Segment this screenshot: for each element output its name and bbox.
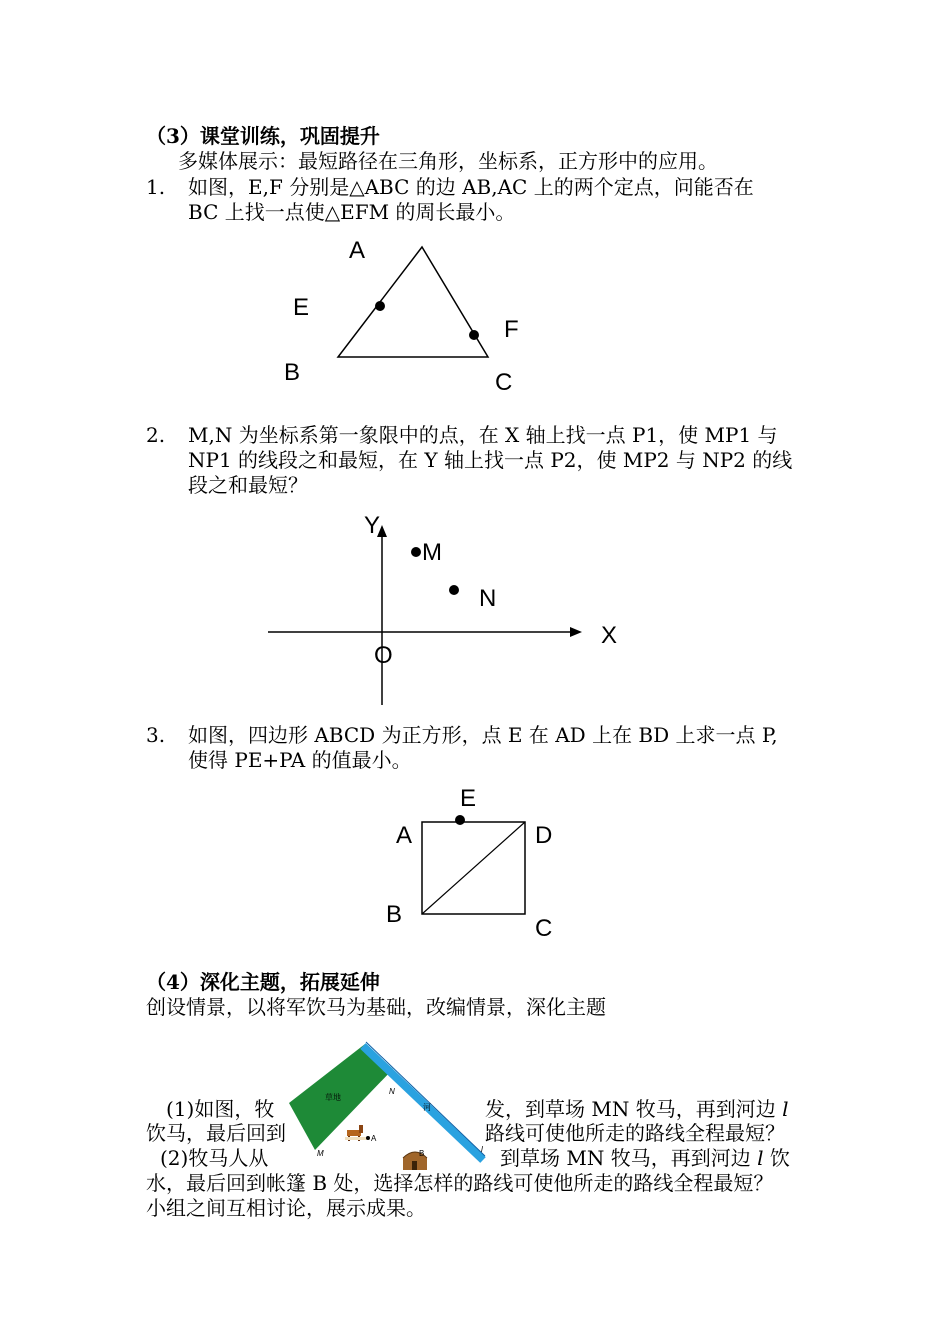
river-edge [366,1042,485,1156]
problem3-line2: 使得 PE+PA 的值最小。 [188,748,412,772]
problem1-line1: 如图，E,F 分别是△ABC 的边 AB,AC 上的两个定点，问能否在 [188,175,754,199]
label-x: X [601,622,618,649]
label-a: A [396,822,413,849]
label-b: B [386,901,403,928]
point-f [469,330,479,340]
horse-icon [345,1125,367,1141]
square-figure [380,780,570,945]
river-label: 河 [423,1103,431,1112]
section3-heading: （3）课堂训练，巩固提升 [146,124,380,148]
label-f: F [504,316,519,343]
label-a: A [349,237,366,264]
label-d: D [535,822,553,849]
section3-intro: 多媒体展示：最短路径在三角形，坐标系，正方形中的应用。 [178,149,718,173]
problem2-line3: 段之和最短？ [188,473,308,497]
q2-line2: 水，最后回到帐篷 B 处，选择怎样的路线可使他所走的路线全程最短？ [146,1171,774,1195]
x-axis-arrow [570,627,582,637]
problem3-number: 3. [146,723,166,747]
point-e [455,815,465,825]
q2-line1-end: 到草场 MN 牧马，再到河边 l 饮 [500,1146,790,1170]
label-l: l [481,1145,483,1154]
label-e: E [460,785,477,812]
label-b: B [419,1149,425,1158]
label-c: C [495,369,513,396]
label-m: M [422,539,442,566]
label-e: E [293,294,310,321]
diagonal-bd [422,822,525,914]
q2-line1-start: (2)牧马人从 [160,1146,269,1170]
section4-heading: （4）深化主题，拓展延伸 [146,970,380,994]
section4-intro: 创设情景，以将军饮马为基础，改编情景，深化主题 [146,995,606,1019]
label-a: A [371,1134,377,1143]
label-m: M [317,1149,324,1158]
label-b: B [284,359,301,386]
problem2-line2: NP1 的线段之和最短，在 Y 轴上找一点 P2，使 MP2 与 NP2 的线 [188,448,793,472]
triangle-figure [270,230,530,400]
grass-label: 草地 [325,1093,341,1102]
problem2-line1: M,N 为坐标系第一象限中的点，在 X 轴上找一点 P1，使 MP1 与 [188,423,778,447]
problem1-number: 1. [146,175,166,199]
q1-line1-end: 发，到草场 MN 牧马，再到河边 l [485,1097,789,1121]
label-n: N [479,585,497,612]
label-n: N [389,1087,395,1096]
point-m [411,547,421,557]
q1-line2-end: 路线可使他所走的路线全程最短？ [485,1121,785,1145]
pasture-river-figure [285,1040,490,1175]
label-y: Y [364,512,381,539]
point-n [449,585,459,595]
problem1-line2: BC 上找一点使△EFM 的周长最小。 [188,200,516,224]
q1-line2-start: 饮马，最后回到 [146,1121,286,1145]
problem3-line1: 如图，四边形 ABCD 为正方形，点 E 在 AD 上在 BD 上求一点 P, [188,723,778,747]
point-e [375,301,385,311]
point-a [366,1136,370,1140]
q3-line: 小组之间互相讨论，展示成果。 [146,1196,426,1220]
coordinate-figure [260,505,640,715]
problem2-number: 2. [146,423,166,447]
label-o: O [374,642,393,669]
label-c: C [535,915,553,942]
q1-line1-start: (1)如图，牧 [166,1097,275,1121]
